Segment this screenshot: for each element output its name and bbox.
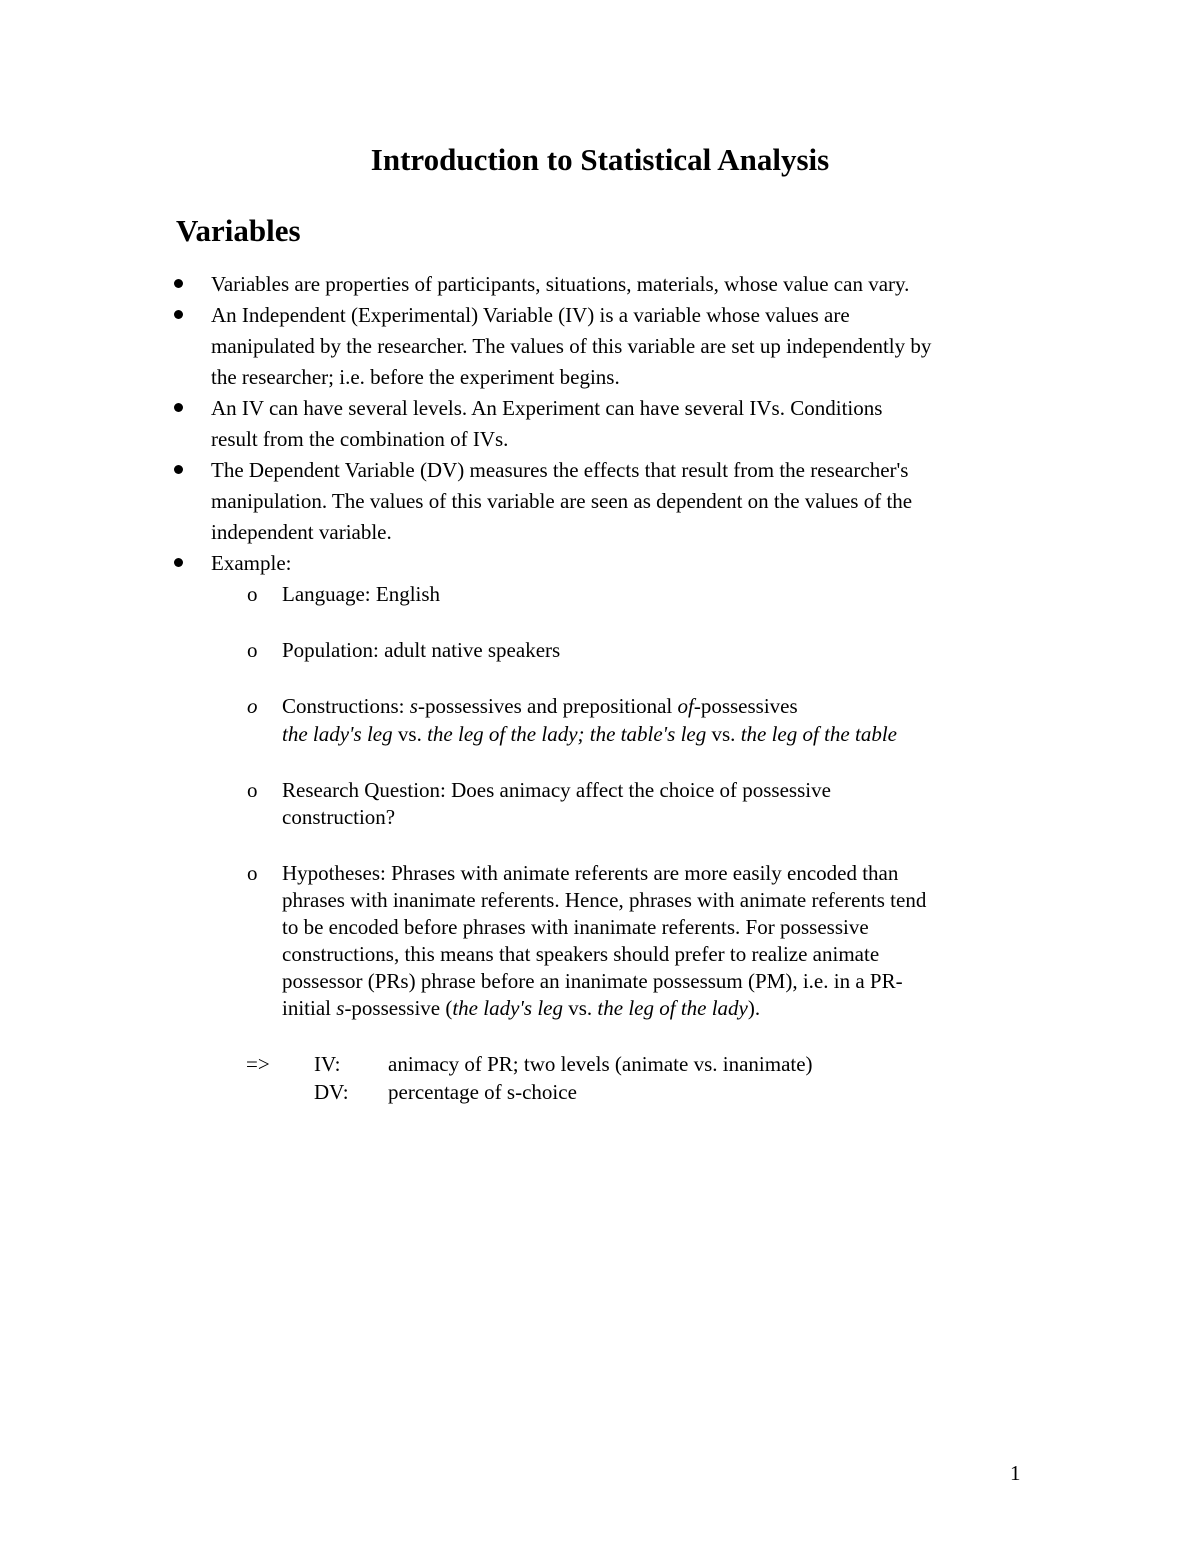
bullet-line: Example:: [211, 551, 292, 575]
rq-line: Research Question: Does animacy affect the choice of possessive: [282, 778, 831, 802]
hyp-line: Hypotheses: Phrases with animate referents are more easily encoded than: [282, 861, 899, 885]
example-constructions: [282, 693, 1042, 748]
bullet-line: the researcher; i.e. before the experiment begins.: [211, 365, 620, 389]
bullet-item: [211, 393, 1041, 455]
bullet-dot: [174, 403, 183, 412]
dv-label: DV:: [314, 1080, 349, 1104]
bullet-item: [211, 548, 1041, 579]
example-hypotheses: [282, 860, 1042, 1022]
bullet-line: manipulated by the researcher. The values of this variable are set up independently by: [211, 334, 932, 358]
sub-bullet-marker: o: [247, 582, 258, 606]
bullet-line: manipulation. The values of this variable are seen as dependent on the values of the: [211, 489, 913, 513]
iv-description: animacy of PR; two levels (animate vs. inanimate): [388, 1052, 813, 1076]
rq-line: construction?: [282, 805, 396, 829]
bullet-line: The Dependent Variable (DV) measures the effects that result from the researcher's: [211, 458, 909, 482]
example-language: Language: English: [282, 582, 441, 606]
bullet-line: independent variable.: [211, 520, 392, 544]
hyp-line: constructions, this means that speakers should prefer to realize animate: [282, 942, 880, 966]
bullet-dot: [174, 310, 183, 319]
bullet-dot: [174, 465, 183, 474]
hyp-line: phrases with inanimate referents. Hence, phrases with animate referents tend: [282, 888, 927, 912]
example-research-question: [282, 777, 1042, 831]
sub-bullet-marker: o: [247, 638, 258, 662]
implication-arrow: =>: [246, 1052, 270, 1076]
sub-bullet-marker: o: [247, 778, 258, 802]
sub-bullet-marker: o: [247, 861, 258, 885]
page-number: 1: [1010, 1461, 1021, 1485]
bullet-dot: [174, 279, 183, 288]
bullet-line: Variables are properties of participants, situations, materials, whose value can vary.: [211, 272, 910, 296]
iv-label: IV:: [314, 1052, 341, 1076]
bullet-dot: [174, 558, 183, 567]
hyp-line: possessor (PRs) phrase before an inanimate possessum (PM), i.e. in a PR-: [282, 969, 903, 993]
bullet-line: An Independent (Experimental) Variable (IV) is a variable whose values are: [211, 303, 850, 327]
constructions-examples: the lady's leg vs. the leg of the lady; the table's leg vs. the leg of the table: [282, 722, 897, 746]
document-title: Introduction to Statistical Analysis: [370, 142, 830, 177]
hyp-line: initial s-possessive (the lady's leg vs. the leg of the lady).: [282, 996, 761, 1020]
bullet-line: result from the combination of IVs.: [211, 427, 509, 451]
bullet-item: [211, 455, 1041, 548]
bullet-item: [211, 269, 1041, 300]
bullet-item: [211, 300, 1041, 393]
sub-bullet-marker: o: [247, 694, 258, 718]
bullet-line: An IV can have several levels. An Experiment can have several IVs. Conditions: [211, 396, 883, 420]
constructions-line: Constructions: s-possessives and prepositional of-possessives: [282, 694, 798, 718]
section-heading: Variables: [176, 213, 301, 248]
example-population: Population: adult native speakers: [282, 638, 561, 662]
dv-description: percentage of s-choice: [388, 1080, 577, 1104]
hyp-line: to be encoded before phrases with inanimate referents. For possessive: [282, 915, 869, 939]
